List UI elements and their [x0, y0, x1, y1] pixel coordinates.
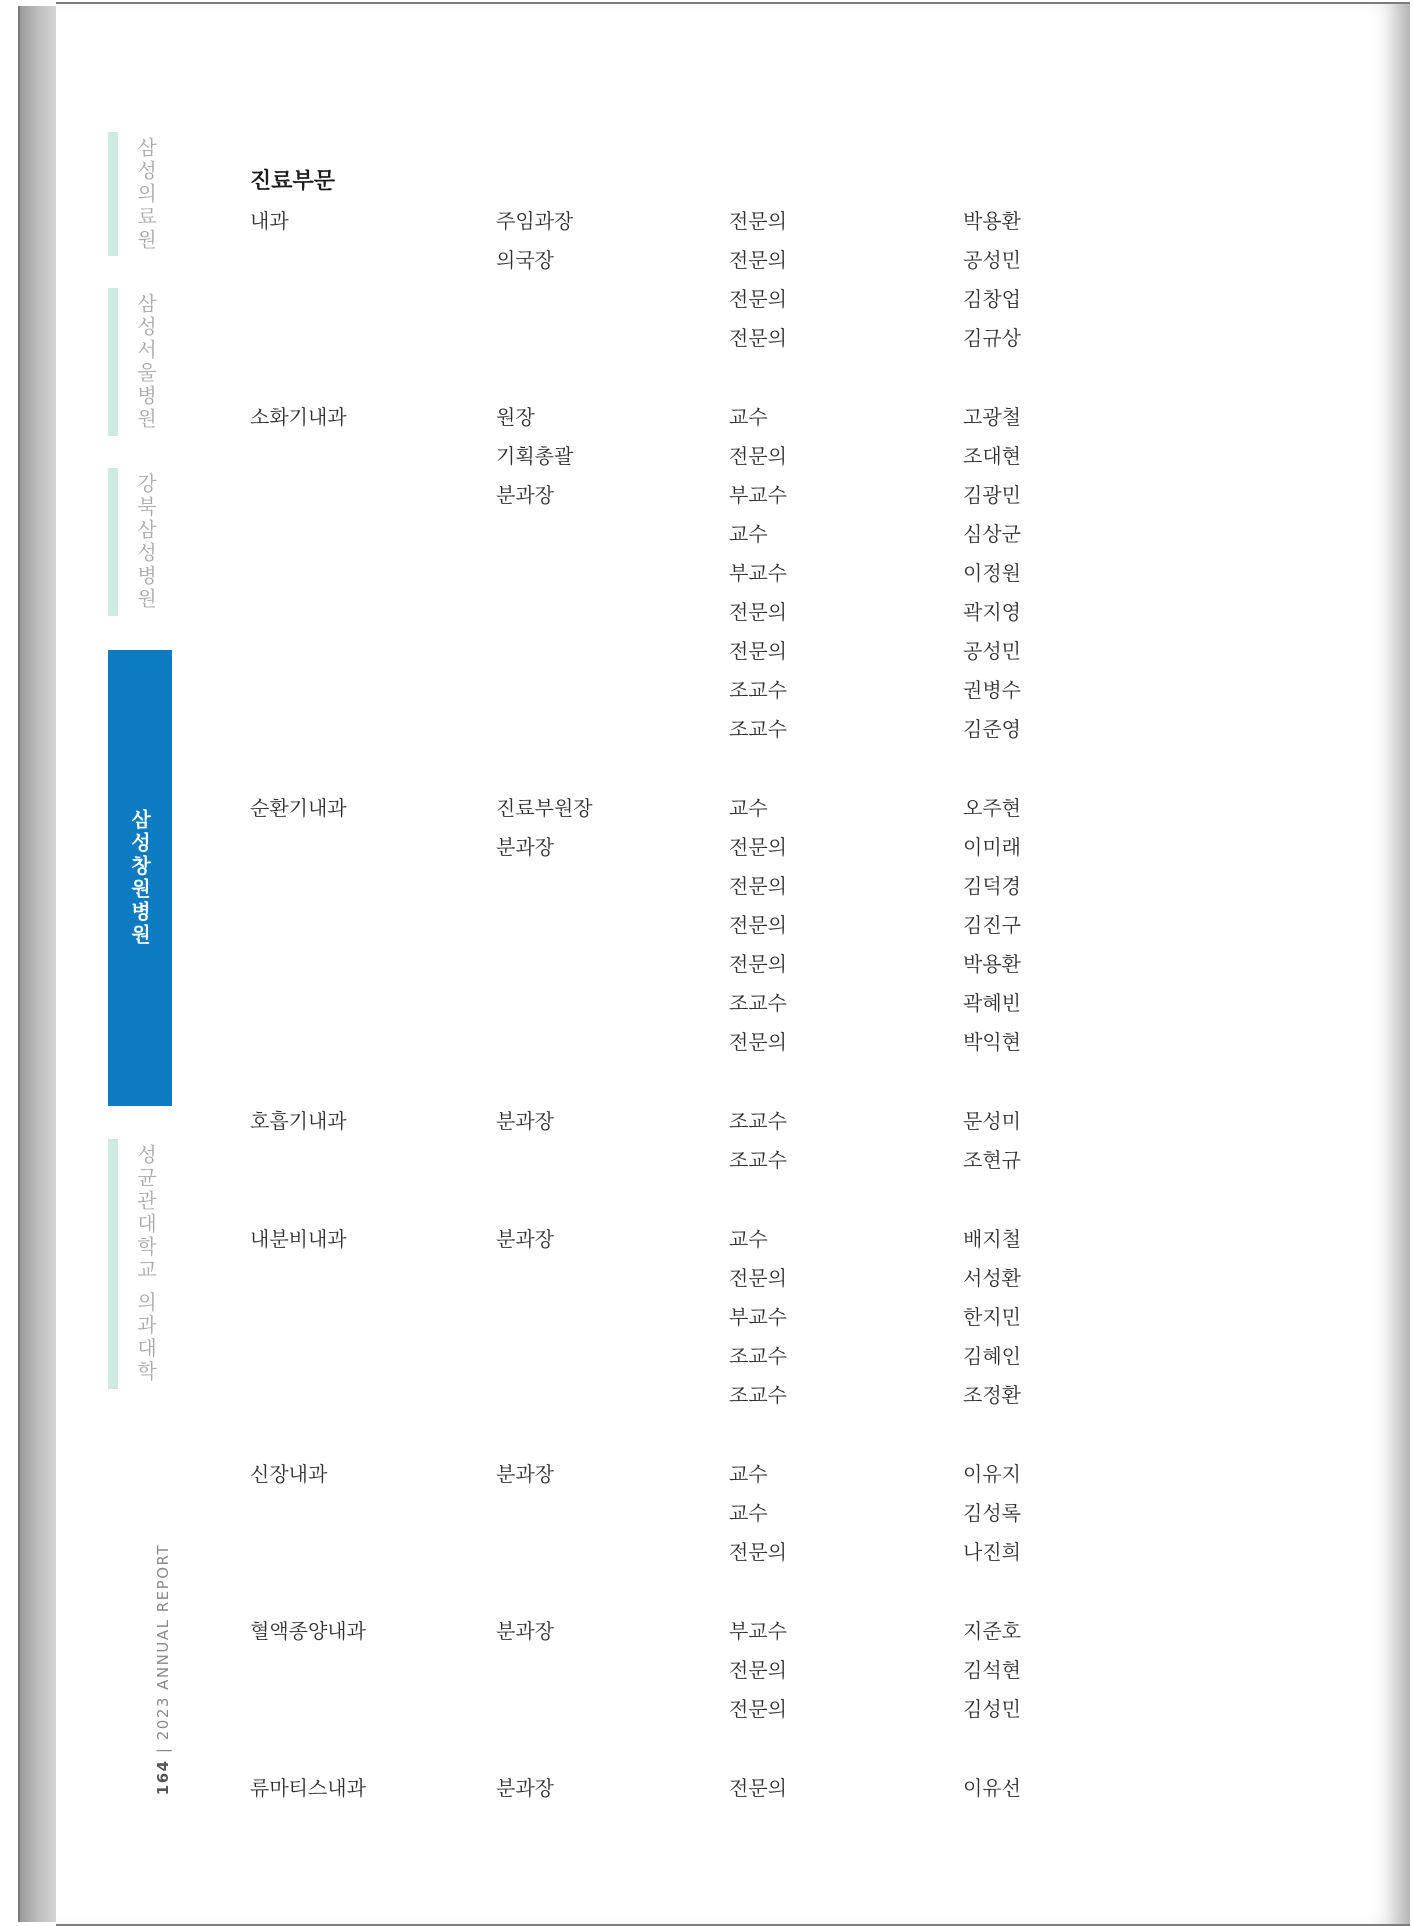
position-cell: 주임과장	[496, 209, 574, 233]
table-row	[0, 1773, 1413, 1803]
table-row	[0, 519, 1413, 549]
name-cell: 조대현	[963, 444, 1021, 468]
sidebar-tab-label: 삼성창원병원	[127, 809, 152, 947]
name-cell: 문성미	[963, 1109, 1021, 1133]
table-row	[0, 1616, 1413, 1646]
department-cell: 내과	[250, 209, 289, 233]
rank-cell: 교수	[729, 796, 768, 820]
sidebar-tab-samsung-medical-center[interactable]	[108, 132, 172, 256]
table-row	[0, 402, 1413, 432]
table-row	[0, 1263, 1413, 1293]
page-number: 164	[154, 1759, 172, 1796]
name-cell: 김덕경	[963, 874, 1021, 898]
position-cell: 분과장	[496, 1109, 554, 1133]
sidebar-tab-label: 삼성서울병원	[133, 293, 158, 431]
rank-cell: 전문의	[729, 287, 787, 311]
rank-cell: 부교수	[729, 1619, 787, 1643]
name-cell: 박익현	[963, 1030, 1021, 1054]
position-cell: 분과장	[496, 1227, 554, 1251]
table-row	[0, 1027, 1413, 1057]
rank-cell: 전문의	[729, 913, 787, 937]
table-row	[0, 949, 1413, 979]
position-cell: 원장	[496, 405, 535, 429]
rank-cell: 교수	[729, 1501, 768, 1525]
rank-cell: 교수	[729, 1462, 768, 1486]
rank-cell: 전문의	[729, 1697, 787, 1721]
name-cell: 김석현	[963, 1658, 1021, 1682]
table-row	[0, 206, 1413, 236]
table-row	[0, 1380, 1413, 1410]
rank-cell: 부교수	[729, 483, 787, 507]
rank-cell: 조교수	[729, 1109, 787, 1133]
name-cell: 이유지	[963, 1462, 1021, 1486]
section-title: 진료부문	[250, 169, 336, 194]
name-cell: 고광철	[963, 405, 1021, 429]
position-cell: 진료부원장	[496, 796, 593, 820]
name-cell: 김진구	[963, 913, 1021, 937]
name-cell: 김성록	[963, 1501, 1021, 1525]
rank-cell: 조교수	[729, 991, 787, 1015]
name-cell: 이미래	[963, 835, 1021, 859]
rank-cell: 전문의	[729, 326, 787, 350]
department-cell: 순환기내과	[250, 796, 347, 820]
table-row	[0, 1224, 1413, 1254]
rank-cell: 전문의	[729, 835, 787, 859]
table-row	[0, 323, 1413, 353]
rank-cell: 교수	[729, 405, 768, 429]
sidebar-tab-label: 삼성의료원	[133, 136, 158, 252]
name-cell: 심상군	[963, 522, 1021, 546]
table-row	[0, 1106, 1413, 1136]
position-cell: 분과장	[496, 1776, 554, 1800]
department-cell: 류마티스내과	[250, 1776, 366, 1800]
name-cell: 권병수	[963, 678, 1021, 702]
department-cell: 신장내과	[250, 1462, 328, 1486]
rank-cell: 전문의	[729, 639, 787, 663]
position-cell: 분과장	[496, 483, 554, 507]
rank-cell: 전문의	[729, 1658, 787, 1682]
footer-separator: |	[154, 1746, 172, 1754]
table-row	[0, 480, 1413, 510]
rank-cell: 전문의	[729, 1030, 787, 1054]
rank-cell: 조교수	[729, 1383, 787, 1407]
name-cell: 조현규	[963, 1148, 1021, 1172]
name-cell: 김규상	[963, 326, 1021, 350]
name-cell: 김광민	[963, 483, 1021, 507]
position-cell: 분과장	[496, 835, 554, 859]
name-cell: 김준영	[963, 717, 1021, 741]
table-row	[0, 988, 1413, 1018]
rank-cell: 전문의	[729, 874, 787, 898]
department-cell: 호흡기내과	[250, 1109, 347, 1133]
name-cell: 배지철	[963, 1227, 1021, 1251]
table-row	[0, 1694, 1413, 1724]
rank-cell: 조교수	[729, 1344, 787, 1368]
rank-cell: 전문의	[729, 1776, 787, 1800]
name-cell: 조정환	[963, 1383, 1021, 1407]
table-row	[0, 1498, 1413, 1528]
rank-cell: 조교수	[729, 1148, 787, 1172]
table-row	[0, 832, 1413, 862]
table-row	[0, 675, 1413, 705]
rank-cell: 전문의	[729, 444, 787, 468]
name-cell: 공성민	[963, 639, 1021, 663]
table-row	[0, 441, 1413, 471]
rank-cell: 전문의	[729, 600, 787, 624]
name-cell: 김성민	[963, 1697, 1021, 1721]
tab-indicator-bar	[108, 132, 118, 256]
name-cell: 이정원	[963, 561, 1021, 585]
name-cell: 김창업	[963, 287, 1021, 311]
table-row	[0, 714, 1413, 744]
rank-cell: 전문의	[729, 1266, 787, 1290]
name-cell: 박용환	[963, 209, 1021, 233]
name-cell: 공성민	[963, 248, 1021, 272]
position-cell: 분과장	[496, 1619, 554, 1643]
name-cell: 서성환	[963, 1266, 1021, 1290]
department-cell: 내분비내과	[250, 1227, 347, 1251]
table-row	[0, 793, 1413, 823]
sidebar-tab-label: 성균관대학교 의과대학	[133, 1144, 158, 1384]
name-cell: 한지민	[963, 1305, 1021, 1329]
report-title: 2023 ANNUAL REPORT	[154, 1544, 172, 1741]
name-cell: 나진희	[963, 1540, 1021, 1564]
name-cell: 곽지영	[963, 600, 1021, 624]
table-row	[0, 284, 1413, 314]
rank-cell: 전문의	[729, 1540, 787, 1564]
name-cell: 지준호	[963, 1619, 1021, 1643]
rank-cell: 부교수	[729, 1305, 787, 1329]
table-row	[0, 558, 1413, 588]
rank-cell: 전문의	[729, 248, 787, 272]
name-cell: 이유선	[963, 1776, 1021, 1800]
sidebar-tab-label: 강북삼성병원	[133, 473, 158, 611]
position-cell: 분과장	[496, 1462, 554, 1486]
name-cell: 김혜인	[963, 1344, 1021, 1368]
position-cell: 의국장	[496, 248, 554, 272]
table-row	[0, 636, 1413, 666]
rank-cell: 부교수	[729, 561, 787, 585]
table-row	[0, 1537, 1413, 1567]
department-cell: 소화기내과	[250, 405, 347, 429]
table-row	[0, 1145, 1413, 1175]
rank-cell: 전문의	[729, 209, 787, 233]
rank-cell: 전문의	[729, 952, 787, 976]
table-row	[0, 597, 1413, 627]
table-row	[0, 1459, 1413, 1489]
table-row	[0, 1655, 1413, 1685]
table-row	[0, 910, 1413, 940]
table-row	[0, 1302, 1413, 1332]
name-cell: 오주현	[963, 796, 1021, 820]
name-cell: 박용환	[963, 952, 1021, 976]
position-cell: 기획총괄	[496, 444, 574, 468]
rank-cell: 조교수	[729, 678, 787, 702]
table-row	[0, 1341, 1413, 1371]
department-cell: 혈액종양내과	[250, 1619, 366, 1643]
rank-cell: 조교수	[729, 717, 787, 741]
table-row	[0, 245, 1413, 275]
rank-cell: 교수	[729, 522, 768, 546]
table-row	[0, 871, 1413, 901]
rank-cell: 교수	[729, 1227, 768, 1251]
name-cell: 곽혜빈	[963, 991, 1021, 1015]
